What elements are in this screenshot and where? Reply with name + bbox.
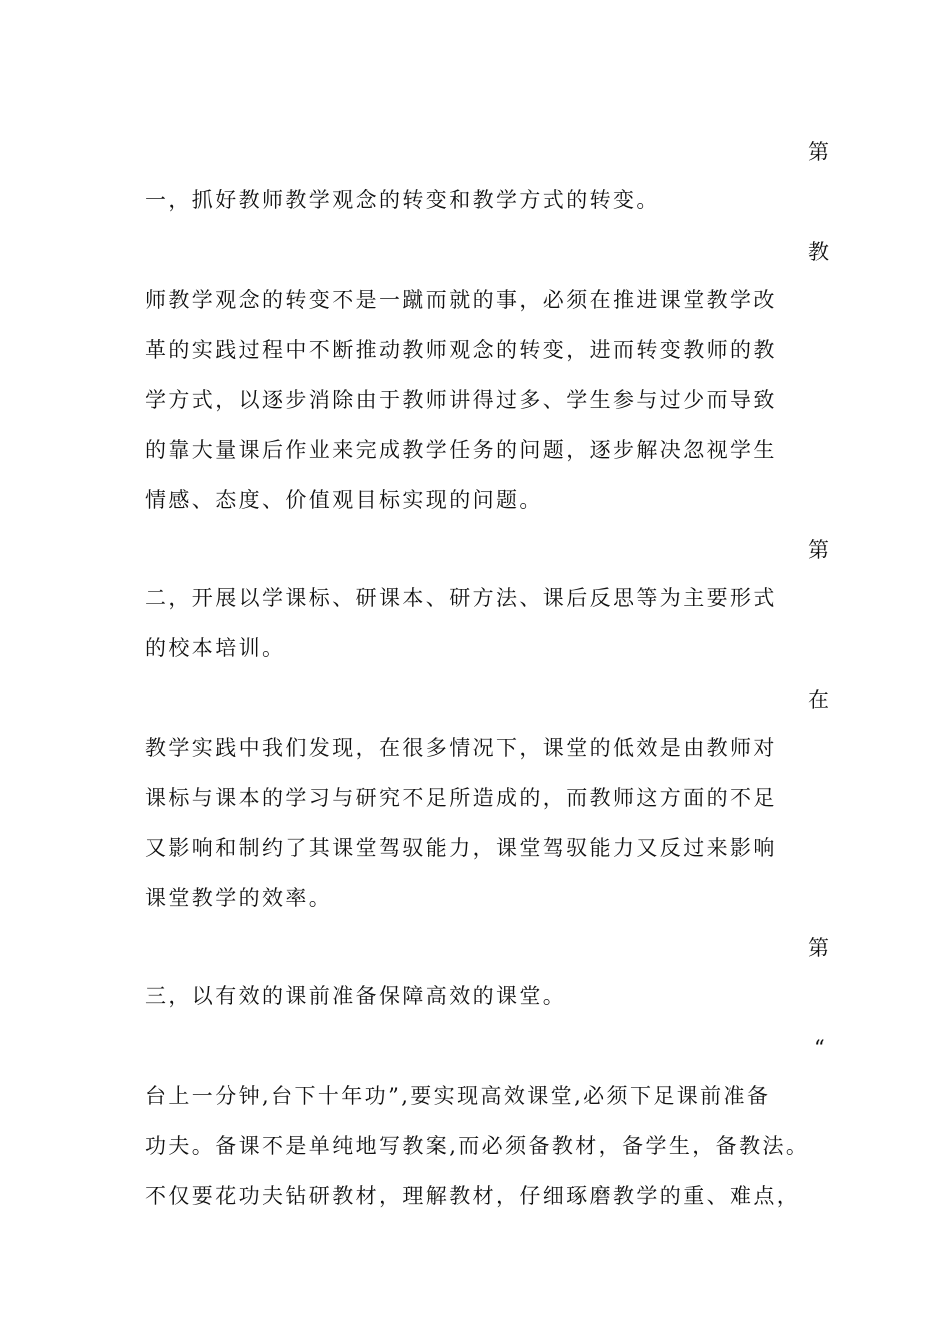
paragraph <box>145 971 845 1021</box>
text-line: 课堂教学的效率。 <box>145 886 333 910</box>
text-line: 教学实践中我们发现，在很多情况下，课堂的低效是由教师对 <box>145 736 777 760</box>
text-line: 学方式，以逐步消除由于教师讲得过多、学生参与过少而导致 <box>145 388 777 412</box>
text-line: 台上一分钟,台下十年功”,要实现高效课堂,必须下足课前准备 <box>145 1084 771 1108</box>
text-line: 的校本培训。 <box>145 636 286 660</box>
text-line: 革的实践过程中不断推动教师观念的转变，进而转变教师的教 <box>145 338 777 362</box>
text-line: 不仅要花功夫钻研教材，理解教材，仔细琢磨教学的重、难点， <box>145 1184 801 1208</box>
text-line: 课标与课本的学习与研究不足所造成的，而教师这方面的不足 <box>145 786 777 810</box>
paragraph <box>145 275 845 525</box>
paragraph-lead-char: 第 <box>808 538 829 562</box>
text-line: 的靠大量课后作业来完成教学任务的问题，逐步解决忽视学生 <box>145 438 777 462</box>
paragraph-lead-char: 第 <box>808 936 829 960</box>
text-line: 三，以有效的课前准备保障高效的课堂。 <box>145 984 567 1008</box>
text-line: 二，开展以学课标、研课本、研方法、课后反思等为主要形式 <box>145 586 777 610</box>
text-line: 情感、态度、价值观目标实现的问题。 <box>145 488 543 512</box>
paragraph-lead-char: 教 <box>808 240 829 264</box>
paragraph <box>145 573 845 673</box>
paragraph <box>145 175 845 225</box>
text-line: 功夫。备课不是单纯地写教案,而必须备教材，备学生，备教法。 <box>145 1134 810 1158</box>
paragraph-lead-char: “ <box>814 1036 825 1060</box>
paragraph-lead-char: 第 <box>808 140 829 164</box>
paragraph-lead-char: 在 <box>808 688 829 712</box>
paragraph <box>145 723 845 923</box>
text-line: 师教学观念的转变不是一蹴而就的事，必须在推进课堂教学改 <box>145 288 777 312</box>
text-line: 一，抓好教师教学观念的转变和教学方式的转变。 <box>145 188 660 212</box>
text-line: 又影响和制约了其课堂驾驭能力，课堂驾驭能力又反过来影响 <box>145 836 777 860</box>
paragraph <box>145 1071 845 1221</box>
